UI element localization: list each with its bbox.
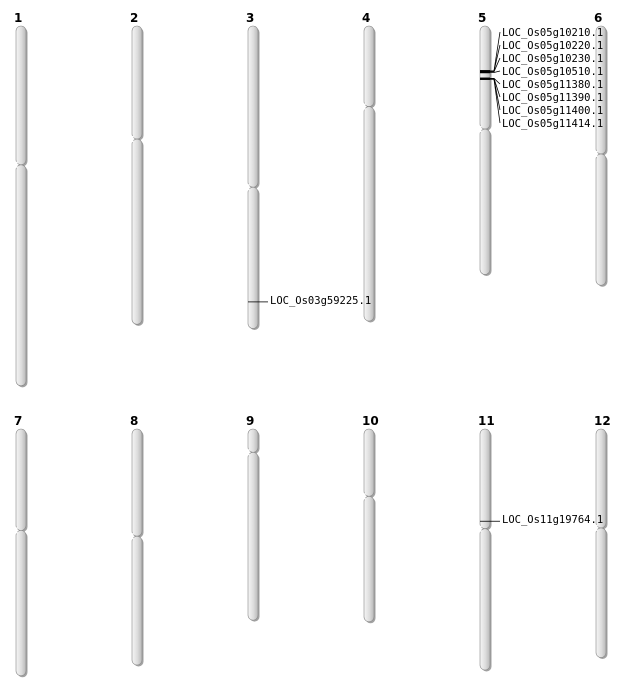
chromosome-4 xyxy=(362,11,376,323)
chromosome-7-p-arm xyxy=(16,429,26,530)
chromosome-12-q-arm xyxy=(596,528,606,658)
centromere-1 xyxy=(16,162,17,168)
gene-marker xyxy=(480,66,603,78)
chromosome-label-11: 11 xyxy=(478,414,495,428)
chromosome-1 xyxy=(14,11,28,387)
gene-label: LOC_Os05g10230.1 xyxy=(502,53,604,65)
gene-label: LOC_Os05g10220.1 xyxy=(502,40,604,52)
chromosome-11 xyxy=(478,414,495,671)
gene-label: LOC_Os03g59225.1 xyxy=(270,294,372,307)
gene-marker xyxy=(480,514,603,526)
centromere-8 xyxy=(132,533,133,539)
centromere-10 xyxy=(364,493,365,499)
chromosome-label-12: 12 xyxy=(594,414,611,428)
chromosome-7-q-arm xyxy=(16,530,26,675)
chromosome-8-p-arm xyxy=(132,429,142,536)
chromosome-label-9: 9 xyxy=(246,414,255,428)
gene-marker-layer xyxy=(248,27,603,526)
chromosome-10-q-arm xyxy=(364,496,374,621)
chromosome-11-p-arm xyxy=(480,429,490,529)
chromosome-1-q-arm xyxy=(16,165,26,386)
chromosome-label-3: 3 xyxy=(246,11,255,25)
gene-label: LOC_Os05g11380.1 xyxy=(502,79,604,91)
chromosome-5 xyxy=(478,11,492,276)
chromosome-label-6: 6 xyxy=(594,11,603,25)
gene-label: LOC_Os05g11390.1 xyxy=(502,92,604,104)
gene-marker xyxy=(480,78,603,91)
chromosome-label-10: 10 xyxy=(362,414,379,428)
centromere-7 xyxy=(16,527,17,533)
centromere-5 xyxy=(480,126,481,132)
chromosome-6-q-arm xyxy=(596,154,606,285)
chromosome-label-4: 4 xyxy=(362,11,371,25)
chromosome-5-p-arm xyxy=(480,26,490,129)
chromosome-label-8: 8 xyxy=(130,414,139,428)
chromosome-label-7: 7 xyxy=(14,414,23,428)
centromere-6 xyxy=(596,151,597,157)
centromere-11 xyxy=(480,526,481,532)
chromosome-8-q-arm xyxy=(132,536,142,665)
centromere-4 xyxy=(364,104,365,110)
chromosome-3 xyxy=(246,11,260,330)
gene-marker xyxy=(248,295,371,307)
gene-label: LOC_Os11g19764.1 xyxy=(502,514,604,527)
chromosome-10-p-arm xyxy=(364,429,374,496)
chromosome-11-q-arm xyxy=(480,529,490,670)
chromosome-2-p-arm xyxy=(132,26,142,139)
chromosome-label-2: 2 xyxy=(130,11,139,25)
gene-label: LOC_Os05g10210.1 xyxy=(502,27,604,39)
chromosome-2 xyxy=(130,11,144,326)
chromosome-10 xyxy=(362,414,379,623)
chromosome-4-p-arm xyxy=(364,26,374,107)
chromosome-1-p-arm xyxy=(16,26,26,165)
gene-label: LOC_Os05g11414.1 xyxy=(502,118,604,130)
chromosome-label-5: 5 xyxy=(478,11,487,25)
chromosome-8 xyxy=(130,414,144,667)
chromosome-5-q-arm xyxy=(480,129,490,274)
chromosome-label-1: 1 xyxy=(14,11,23,25)
gene-label: LOC_Os05g10510.1 xyxy=(502,66,604,78)
chromosome-9 xyxy=(246,414,260,622)
chromosome-3-q-arm xyxy=(248,187,258,328)
chromosome-9-q-arm xyxy=(248,452,258,620)
chromosome-7 xyxy=(14,414,28,677)
centromere-9 xyxy=(248,449,249,455)
chromosome-9-p-arm xyxy=(248,429,258,452)
centromere-2 xyxy=(132,136,133,142)
chromosome-3-p-arm xyxy=(248,26,258,187)
centromere-3 xyxy=(248,184,249,190)
gene-label: LOC_Os05g11400.1 xyxy=(502,105,604,117)
chromosome-2-q-arm xyxy=(132,139,142,324)
chromosome-12 xyxy=(594,414,611,659)
chromosome-12-p-arm xyxy=(596,429,606,528)
chromosome-4-q-arm xyxy=(364,107,374,321)
